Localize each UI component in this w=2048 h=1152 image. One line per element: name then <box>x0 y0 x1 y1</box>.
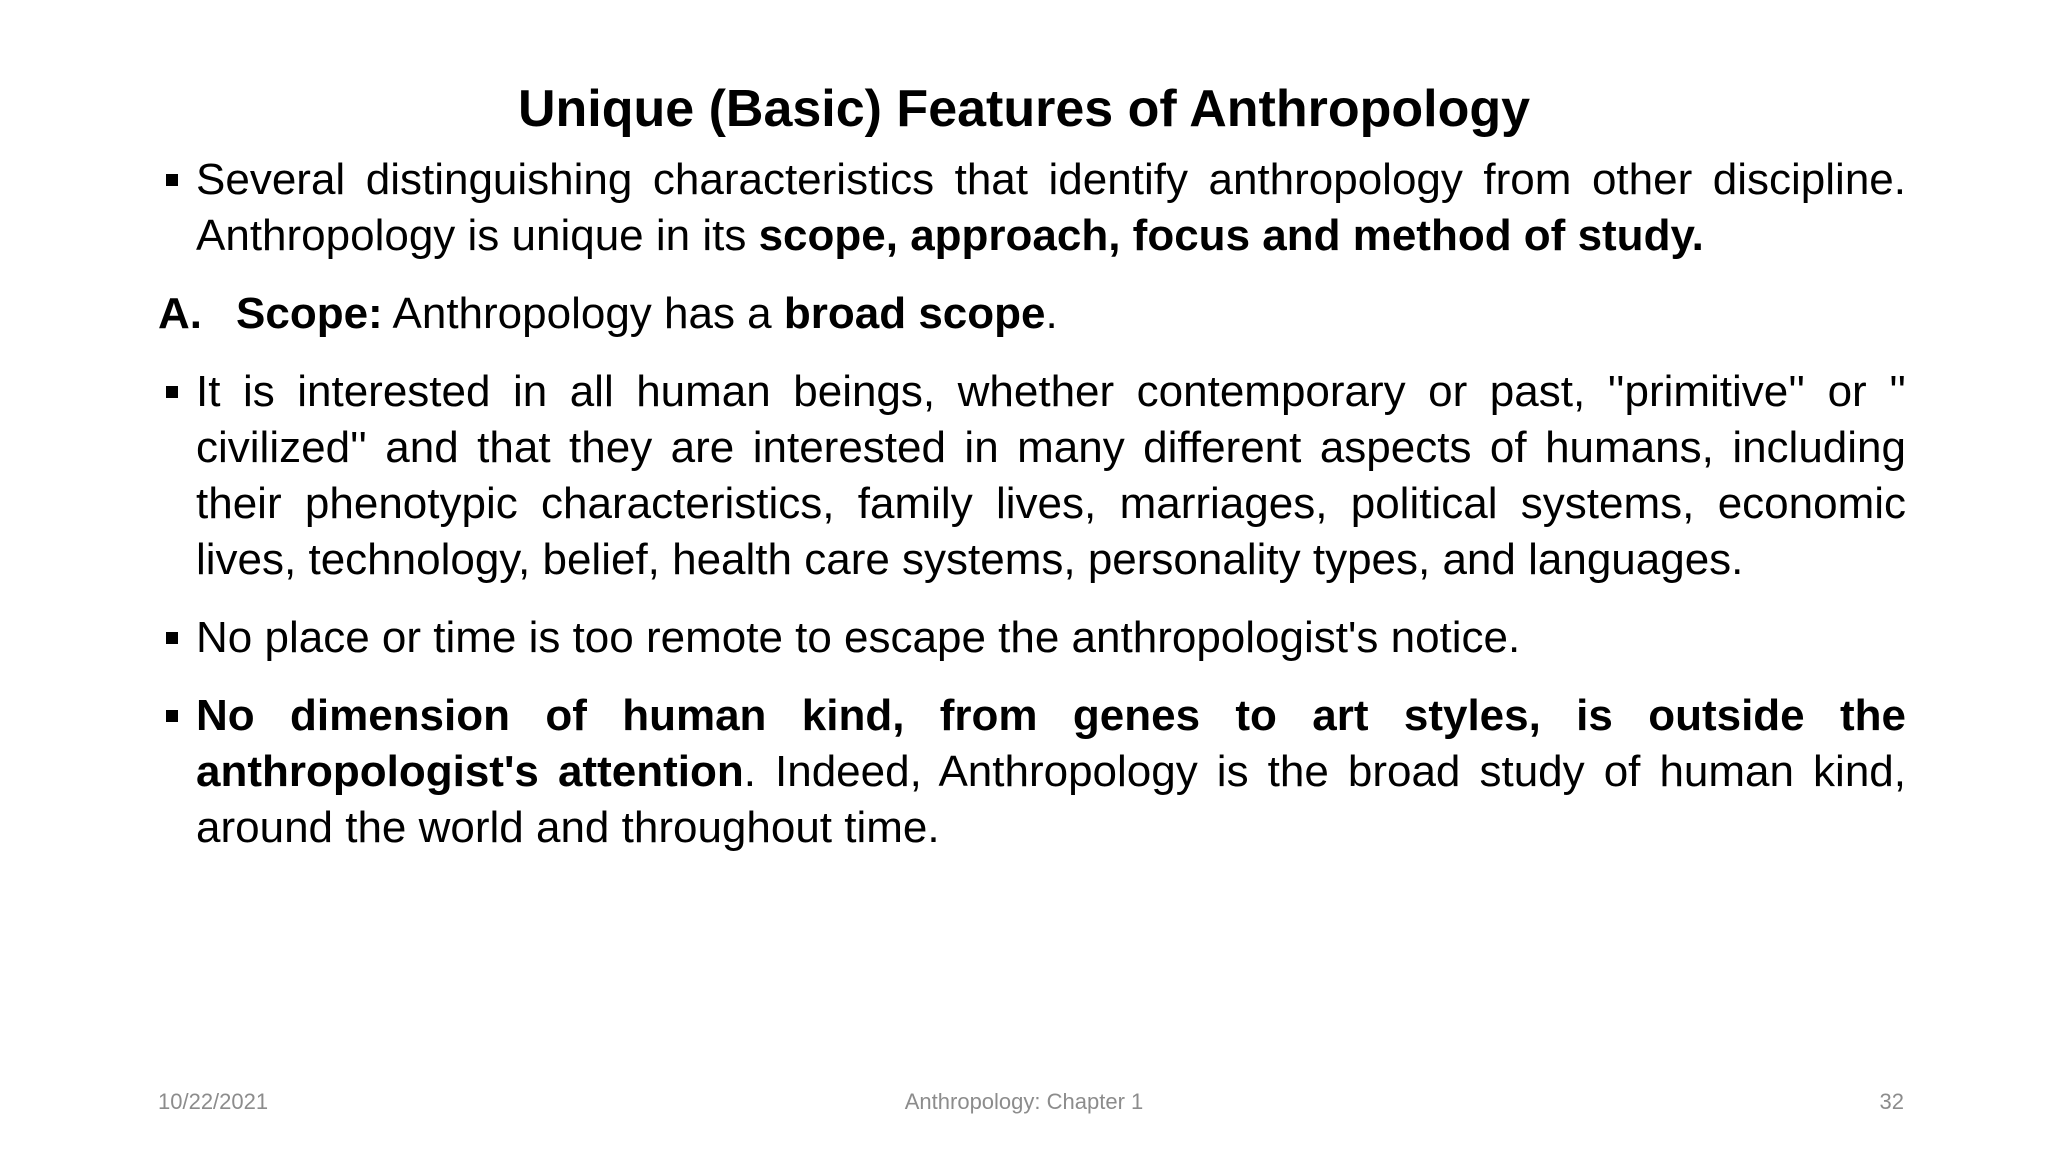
square-bullet-icon <box>166 174 178 186</box>
bullet-interests <box>158 364 1906 588</box>
square-bullet-icon <box>166 632 178 644</box>
bullet-characteristics-text: Several distinguishing characteristics that identify anthropology from other discipline. Anthropology is unique in its <box>196 155 1906 260</box>
footer-title: Anthropology: Chapter 1 <box>904 1089 1144 1114</box>
bullet-characteristics-bold: scope, approach, focus and method of study. <box>758 211 1704 260</box>
bullet-dimension-bold: No dimension of human kind, from genes to art styles, is outside the anthropologist's attention <box>196 691 1906 796</box>
scope-label: Scope: <box>236 289 383 338</box>
bullet-characteristics <box>158 152 1906 264</box>
square-bullet-icon <box>166 386 178 398</box>
slide-body <box>158 152 1906 878</box>
footer-date: 10/22/2021 <box>158 1089 269 1114</box>
scope-bold: broad scope <box>783 289 1046 338</box>
bullet-interests-text: It is interested in all human beings, whether contemporary or past, ''primitive'' or '' civilized'' and that they are interested in many different aspects of humans, including their phenotypic characteristics, family lives, marriages, political systems, economic lives, technology, belief, health care systems, personality types, and languages. <box>196 367 1906 584</box>
slide-title: Unique (Basic) Features of Anthropology <box>517 80 1531 138</box>
scope-heading <box>158 286 1906 342</box>
bullet-remote <box>158 610 1906 666</box>
bullet-dimension-text: . Indeed, Anthropology is the broad study of human kind, around the world and throughout time. <box>196 747 1907 852</box>
bullet-dimension <box>158 688 1906 856</box>
scope-letter: A. <box>158 289 202 338</box>
page-number: 32 <box>1879 1089 1904 1114</box>
bullet-remote-text: No place or time is too remote to escape the anthropologist's notice. <box>196 613 1521 662</box>
square-bullet-icon <box>166 710 178 722</box>
scope-text: Anthropology has a <box>382 289 784 338</box>
scope-end: . <box>1045 289 1058 338</box>
